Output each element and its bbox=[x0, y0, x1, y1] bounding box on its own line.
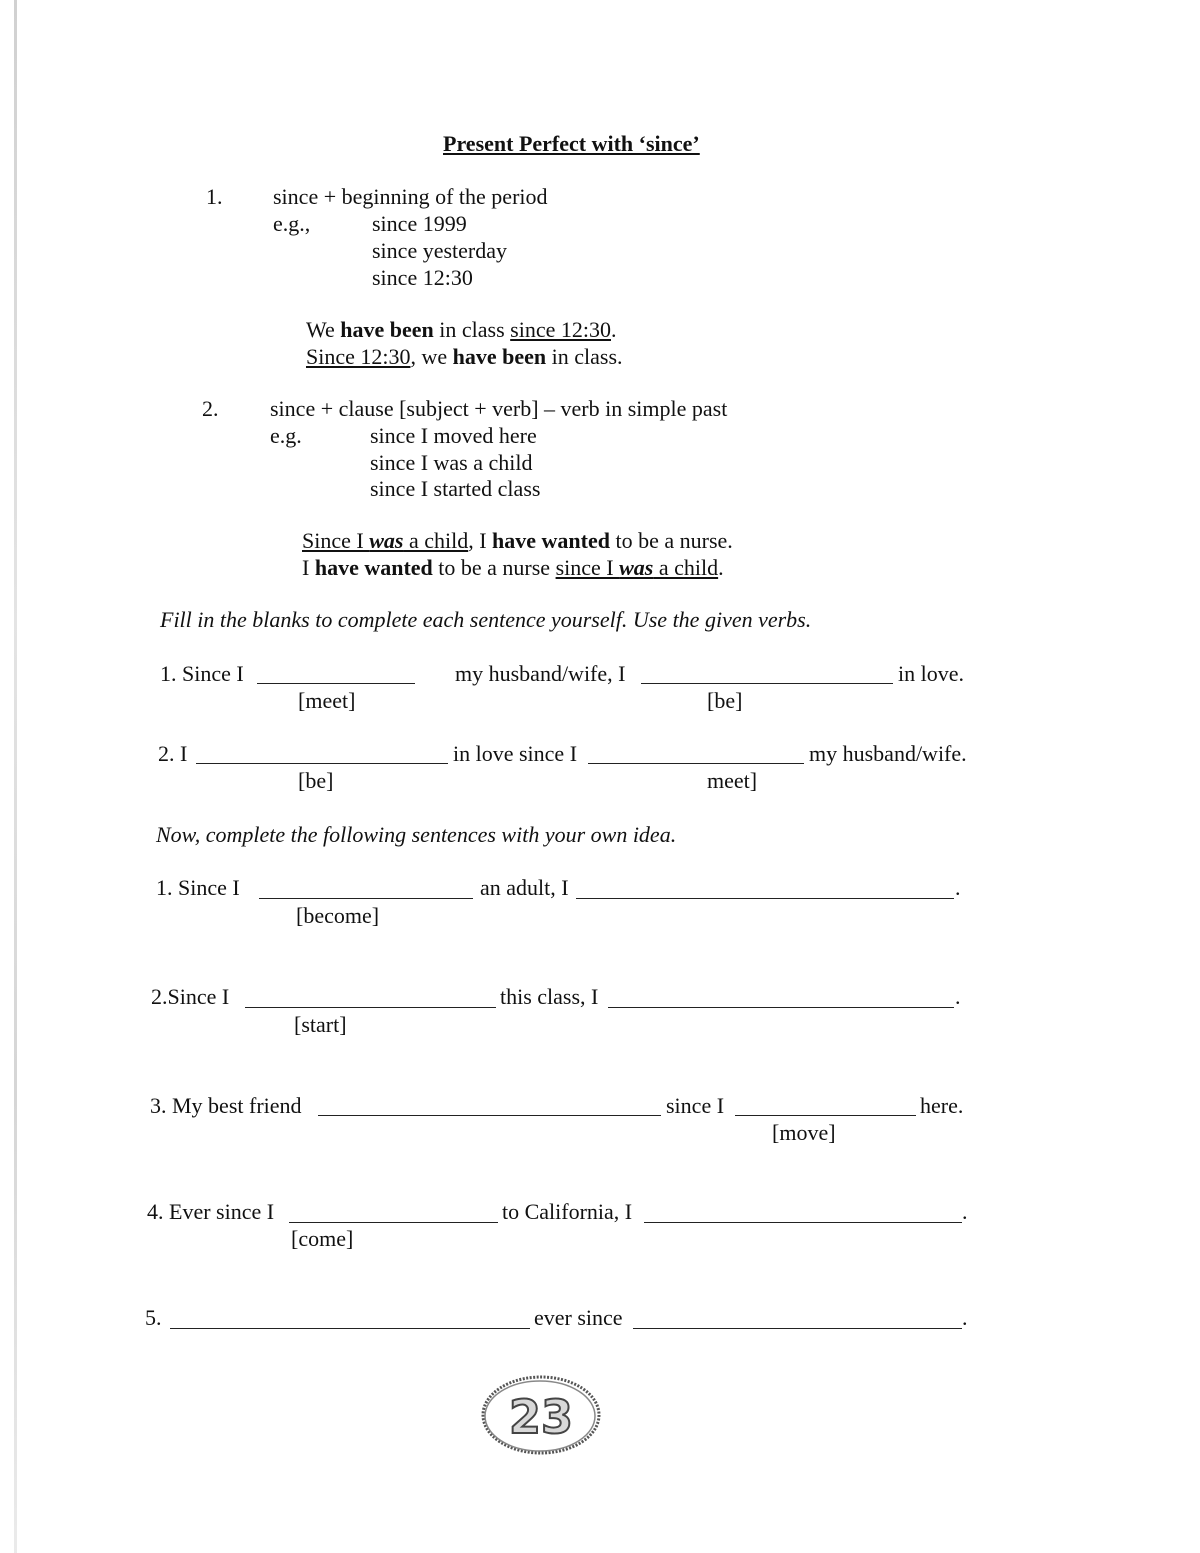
ex2-q3-end: here. bbox=[920, 1093, 964, 1118]
ex1-q1-end: in love. bbox=[898, 661, 964, 686]
page-number-circle bbox=[479, 1372, 603, 1458]
ex2-q2-verb-hint: [start] bbox=[294, 1012, 347, 1037]
ex1-q2-end: my husband/wife. bbox=[809, 741, 967, 766]
instruction-own-idea: Now, complete the following sentences with your own idea. bbox=[156, 822, 677, 847]
ex2-q4-middle: to California, I bbox=[502, 1199, 633, 1224]
ex1-q2-blank-2[interactable] bbox=[588, 763, 804, 764]
rule-1-number: 1. bbox=[206, 184, 223, 209]
ex2-q4-verb-hint: [come] bbox=[291, 1226, 354, 1251]
page-number: 23 bbox=[508, 1390, 574, 1444]
rule-1-example: since 12:30 bbox=[372, 265, 473, 290]
ex2-q3-middle: since I bbox=[666, 1093, 725, 1118]
scan-edge bbox=[14, 0, 17, 1553]
ex2-q2-start: 2.Since I bbox=[151, 984, 230, 1009]
ex2-q1-end: . bbox=[955, 875, 961, 900]
ex1-q1-start: 1. Since I bbox=[160, 661, 244, 686]
rule-2-example: since I was a child bbox=[370, 450, 533, 475]
rule-2-example-sentence-2: I have wanted to be a nurse since I was a child. bbox=[302, 555, 724, 580]
rule-2-eg: e.g. bbox=[270, 423, 302, 448]
rule-1-example-sentence-2: Since 12:30, we have been in class. bbox=[306, 344, 623, 369]
ex2-q4-blank-2[interactable] bbox=[644, 1222, 962, 1223]
ex2-q1-verb-hint: [become] bbox=[296, 903, 380, 928]
ex1-q2-middle: in love since I bbox=[453, 741, 578, 766]
rule-2-example: since I moved here bbox=[370, 423, 537, 448]
ex1-q1-verb-hint: [meet] bbox=[298, 688, 356, 713]
rule-2-example: since I started class bbox=[370, 476, 541, 501]
ex2-q3-blank-2[interactable] bbox=[735, 1115, 916, 1116]
ex2-q5-start: 5. bbox=[145, 1305, 162, 1330]
rule-1-example: since yesterday bbox=[372, 238, 507, 263]
ex2-q1-start: 1. Since I bbox=[156, 875, 240, 900]
ex1-q1-middle: my husband/wife, I bbox=[455, 661, 626, 686]
ex2-q5-blank-1[interactable] bbox=[170, 1328, 530, 1329]
ex1-q2-blank-1[interactable] bbox=[196, 763, 448, 764]
rule-2-example-sentence-1: Since I was a child, I have wanted to be a nurse. bbox=[302, 528, 733, 553]
ex2-q1-blank-2[interactable] bbox=[576, 898, 954, 899]
ex2-q4-end: . bbox=[962, 1199, 968, 1224]
instruction-fill-in: Fill in the blanks to complete each sentence yourself. Use the given verbs. bbox=[160, 607, 812, 632]
ex2-q2-blank-1[interactable] bbox=[245, 1007, 496, 1008]
ex2-q2-end: . bbox=[955, 984, 961, 1009]
rule-2-text: since + clause [subject + verb] – verb in simple past bbox=[270, 396, 728, 421]
ex2-q3-verb-hint: [move] bbox=[772, 1120, 836, 1145]
rule-2-number: 2. bbox=[202, 396, 219, 421]
ex1-q1-blank-2[interactable] bbox=[641, 683, 893, 684]
ex2-q4-start: 4. Ever since I bbox=[147, 1199, 275, 1224]
ex1-q2-verb-hint: [be] bbox=[298, 768, 334, 793]
ex1-q1-blank-1[interactable] bbox=[257, 683, 415, 684]
ex2-q1-middle: an adult, I bbox=[480, 875, 569, 900]
rule-1-eg: e.g., bbox=[273, 211, 311, 236]
ex1-q1-verb-hint: [be] bbox=[707, 688, 743, 713]
ex2-q3-start: 3. My best friend bbox=[150, 1093, 302, 1118]
ex2-q4-blank-1[interactable] bbox=[289, 1222, 498, 1223]
ex2-q5-middle: ever since bbox=[534, 1305, 623, 1330]
ex2-q1-blank-1[interactable] bbox=[259, 898, 473, 899]
rule-1-example: since 1999 bbox=[372, 211, 467, 236]
rule-1-example-sentence-1: We have been in class since 12:30. bbox=[306, 317, 617, 342]
ex2-q2-blank-2[interactable] bbox=[608, 1007, 954, 1008]
ex1-q2-verb-hint: meet] bbox=[707, 768, 758, 793]
ex2-q3-blank-1[interactable] bbox=[318, 1115, 661, 1116]
ex2-q5-end: . bbox=[962, 1305, 968, 1330]
rule-1-text: since + beginning of the period bbox=[273, 184, 548, 209]
page-title: Present Perfect with ‘since’ bbox=[443, 131, 700, 156]
ex2-q2-middle: this class, I bbox=[500, 984, 599, 1009]
ex2-q5-blank-2[interactable] bbox=[633, 1328, 962, 1329]
ex1-q2-start: 2. I bbox=[158, 741, 188, 766]
